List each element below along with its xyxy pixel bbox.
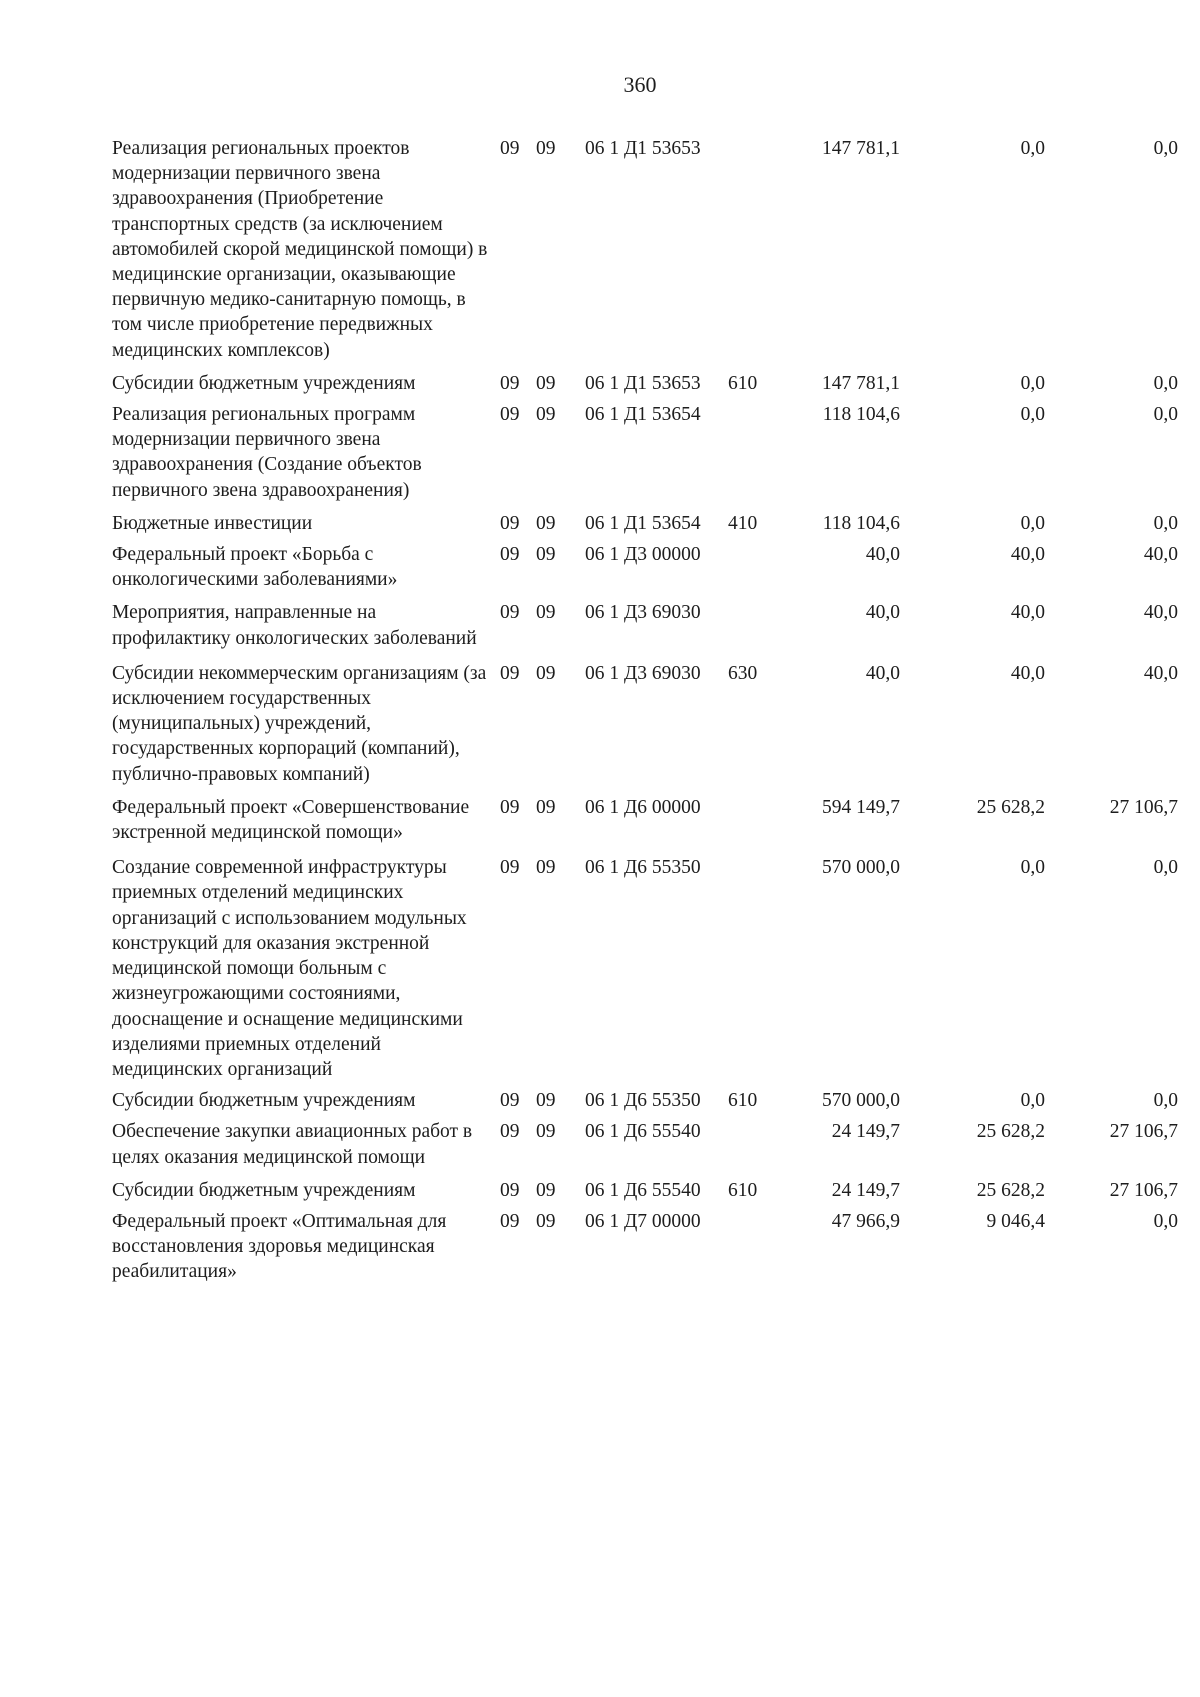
amount-year-3: 0,0 — [1153, 1210, 1178, 1232]
amount-year-2: 25 628,2 — [976, 1179, 1045, 1201]
table-row — [0, 1119, 1200, 1169]
amount-year-3: 0,0 — [1153, 1090, 1178, 1112]
target-article-code: 06 1 Д3 00000 — [585, 544, 701, 566]
section-code: 09 — [500, 1179, 520, 1201]
amount-year-1: 24 149,7 — [831, 1121, 900, 1143]
amount-year-3: 0,0 — [1153, 372, 1178, 394]
subsection-code: 09 — [536, 602, 556, 624]
row-name: Субсидии некоммерческим организациям (за исключением государственных (муниципальных) учреждений, государственных корпораций (компаний), публично-правовых компаний) — [112, 662, 487, 785]
amount-year-2: 0,0 — [1020, 138, 1045, 159]
section-code: 09 — [500, 1090, 520, 1112]
amount-year-1: 147 781,1 — [822, 138, 900, 159]
subsection-code: 09 — [536, 1210, 556, 1232]
row-name: Федеральный проект «Совершенствование экстренной медицинской помощи» — [112, 796, 470, 844]
page-number: 360 — [623, 72, 657, 97]
row-name: Субсидии бюджетным учреждениям — [112, 1179, 416, 1201]
subsection-code: 09 — [536, 404, 556, 426]
table-row — [0, 855, 1200, 1082]
table-row — [0, 600, 1200, 650]
target-article-code: 06 1 Д6 55540 — [585, 1121, 701, 1143]
subsection-code: 09 — [536, 512, 556, 534]
table-row — [0, 1178, 1200, 1203]
amount-year-2: 25 628,2 — [976, 1121, 1045, 1143]
row-name: Создание современной инфраструктуры приемных отделений медицинских организаций с использованием модульных конструкций для оказания экстренной медицинской помощи больным с жизнеугрожающими состояниями, дооснащение и оснащение медицинскими изделиями приемных отделений медицинских организаций — [112, 857, 467, 1080]
amount-year-1: 118 104,6 — [822, 512, 900, 534]
table-row — [0, 371, 1200, 396]
section-code: 09 — [500, 404, 520, 426]
target-article-code: 06 1 Д6 55540 — [585, 1179, 701, 1201]
section-code: 09 — [500, 138, 520, 159]
section-code: 09 — [500, 544, 520, 566]
section-code: 09 — [500, 796, 520, 818]
subsection-code: 09 — [536, 857, 556, 879]
amount-year-1: 570 000,0 — [822, 857, 900, 879]
subsection-code: 09 — [536, 138, 556, 159]
amount-year-2: 0,0 — [1020, 512, 1045, 534]
amount-year-2: 0,0 — [1020, 372, 1045, 394]
amount-year-2: 0,0 — [1020, 857, 1045, 879]
row-name: Субсидии бюджетным учреждениям — [112, 372, 416, 394]
row-name: Реализация региональных программ модернизации первичного звена здравоохранения (Создание объектов первичного звена здравоохранения) — [112, 404, 422, 501]
subsection-code: 09 — [536, 544, 556, 566]
table-row — [0, 1088, 1200, 1113]
amount-year-2: 40,0 — [1010, 662, 1045, 684]
section-code: 09 — [500, 1121, 520, 1143]
target-article-code: 06 1 Д6 55350 — [585, 1090, 701, 1112]
amount-year-1: 118 104,6 — [822, 404, 900, 426]
amount-year-1: 24 149,7 — [831, 1179, 900, 1201]
subsection-code: 09 — [536, 1179, 556, 1201]
table-row — [0, 1209, 1200, 1285]
budget-table — [0, 130, 1200, 1285]
section-code: 09 — [500, 1210, 520, 1232]
amount-year-3: 27 106,7 — [1109, 1121, 1178, 1143]
section-code: 09 — [500, 602, 520, 624]
table-row — [0, 511, 1200, 536]
target-article-code: 06 1 Д3 69030 — [585, 662, 701, 684]
target-article-code: 06 1 Д1 53653 — [585, 138, 701, 159]
subsection-code: 09 — [536, 1121, 556, 1143]
section-code: 09 — [500, 662, 520, 684]
subsection-code: 09 — [536, 372, 556, 394]
expense-type-code: 610 — [728, 1179, 758, 1201]
expense-type-code: 630 — [728, 662, 758, 684]
subsection-code: 09 — [536, 1090, 556, 1112]
amount-year-3: 27 106,7 — [1109, 1179, 1178, 1201]
row-name: Реализация региональных проектов модернизации первичного звена здравоохранения (Приобретение транспортных средств (за исключением автомобилей скорой медицинской помощи) в медицинские организации, оказывающие первичную медико-санитарную помощь, в том числе приобретение передвижных медицинских комплексов) — [112, 138, 488, 361]
row-name: Мероприятия, направленные на профилактику онкологических заболеваний — [112, 602, 477, 649]
amount-year-1: 40,0 — [865, 602, 900, 624]
amount-year-3: 0,0 — [1153, 138, 1178, 159]
target-article-code: 06 1 Д7 00000 — [585, 1210, 701, 1232]
expense-type-code: 610 — [728, 1090, 758, 1112]
table-row — [0, 661, 1200, 787]
amount-year-1: 40,0 — [865, 662, 900, 684]
amount-year-3: 0,0 — [1153, 512, 1178, 534]
table-row — [0, 542, 1200, 592]
target-article-code: 06 1 Д3 69030 — [585, 602, 701, 624]
target-article-code: 06 1 Д1 53654 — [585, 512, 701, 534]
table-row — [0, 402, 1200, 503]
target-article-code: 06 1 Д6 00000 — [585, 796, 701, 818]
row-name: Федеральный проект «Оптимальная для восстановления здоровья медицинская реабилитация» — [112, 1210, 447, 1283]
target-article-code: 06 1 Д6 55350 — [585, 857, 701, 879]
row-name: Федеральный проект «Борьба с онкологическими заболеваниями» — [112, 544, 398, 591]
row-name: Бюджетные инвестиции — [112, 512, 313, 534]
amount-year-1: 40,0 — [865, 544, 900, 566]
table-row — [0, 795, 1200, 845]
amount-year-2: 25 628,2 — [976, 796, 1045, 818]
section-code: 09 — [500, 512, 520, 534]
amount-year-1: 147 781,1 — [822, 372, 900, 394]
section-code: 09 — [500, 857, 520, 879]
expense-type-code: 410 — [728, 512, 758, 534]
amount-year-2: 0,0 — [1020, 404, 1045, 426]
amount-year-3: 40,0 — [1143, 602, 1178, 624]
target-article-code: 06 1 Д1 53653 — [585, 372, 701, 394]
amount-year-1: 594 149,7 — [822, 796, 900, 818]
row-name: Обеспечение закупки авиационных работ в целях оказания медицинской помощи — [112, 1121, 473, 1168]
target-article-code: 06 1 Д1 53654 — [585, 404, 701, 426]
subsection-code: 09 — [536, 662, 556, 684]
amount-year-1: 570 000,0 — [822, 1090, 900, 1112]
expense-type-code: 610 — [728, 372, 758, 394]
amount-year-3: 0,0 — [1153, 404, 1178, 426]
amount-year-3: 40,0 — [1143, 544, 1178, 566]
amount-year-3: 40,0 — [1143, 662, 1178, 684]
amount-year-1: 47 966,9 — [831, 1210, 900, 1232]
amount-year-2: 9 046,4 — [986, 1210, 1045, 1232]
section-code: 09 — [500, 372, 520, 394]
row-name: Субсидии бюджетным учреждениям — [112, 1090, 416, 1112]
amount-year-3: 0,0 — [1153, 857, 1178, 879]
amount-year-2: 0,0 — [1020, 1090, 1045, 1112]
amount-year-3: 27 106,7 — [1109, 796, 1178, 818]
table-row — [0, 136, 1200, 363]
amount-year-2: 40,0 — [1010, 602, 1045, 624]
amount-year-2: 40,0 — [1010, 544, 1045, 566]
subsection-code: 09 — [536, 796, 556, 818]
